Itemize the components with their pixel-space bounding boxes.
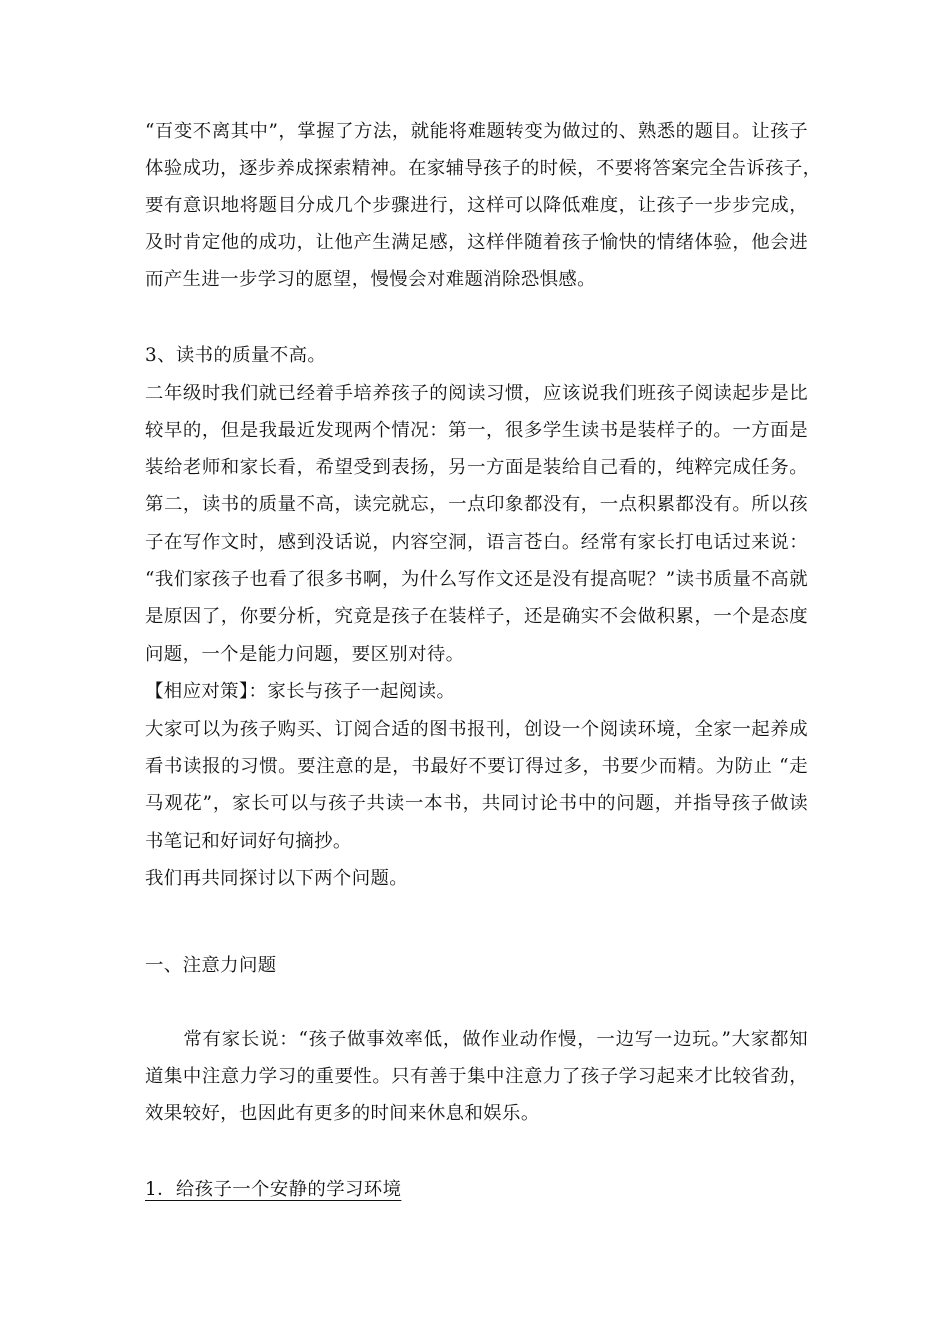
paragraph-2-line-5: 子在写作文时，感到没话说，内容空洞，语言苍白。经常有家长打电话过来说： (145, 532, 808, 553)
paragraph-1-line-1: “百变不离其中”，掌握了方法，就能将难题转变为做过的、熟悉的题目。让孩子 (145, 121, 808, 142)
paragraph-3-line-1: 大家可以为孩子购买、订阅合适的图书报刊，创设一个阅读环境，全家一起养成 (145, 719, 808, 740)
paragraph-1-line-5: 而产生进一步学习的愿望，慢慢会对难题消除恐惧感。 (145, 269, 596, 290)
paragraph-4-line-1: 常有家长说：“孩子做事效率低，做作业动作慢，一边写一边玩。”大家都知 (145, 1029, 808, 1050)
section-one-heading: 一、注意力问题 (145, 955, 277, 976)
paragraph-2-line-7: 是原因了，你要分析，究竟是孩子在装样子，还是确实不会做积累，一个是态度 (145, 606, 808, 627)
paragraph-1-line-3: 要有意识地将题目分成几个步骤进行，这样可以降低难度，让孩子一步步完成， (145, 195, 808, 216)
paragraph-2-line-8: 问题，一个是能力问题，要区别对待。 (145, 644, 465, 665)
document-page (145, 0, 822, 1344)
paragraph-3-line-2: 看书读报的习惯。要注意的是，书最好不要订得过多，书要少而精。为防止 “走 (145, 756, 808, 777)
transition-line: 我们再共同探讨以下两个问题。 (145, 868, 409, 889)
subheading-1-wrapper (145, 1178, 808, 1202)
paragraph-4-line-3: 效果较好，也因此有更多的时间来休息和娱乐。 (145, 1103, 540, 1124)
paragraph-3-line-4: 书笔记和好词好句摘抄。 (145, 831, 352, 852)
paragraph-2-line-1: 二年级时我们就已经着手培养孩子的阅读习惯，应该说我们班孩子阅读起步是比 (145, 383, 808, 404)
paragraph-2-line-6: “我们家孩子也看了很多书啊，为什么写作文还是没有提高呢？”读书质量不高就 (145, 569, 808, 590)
paragraph-2-line-4: 第二，读书的质量不高，读完就忘，一点印象都没有，一点积累都没有。所以孩 (145, 494, 808, 515)
paragraph-1-line-2: 体验成功，逐步养成探索精神。在家辅导孩子的时候，不要将答案完全告诉孩子， (145, 158, 822, 179)
paragraph-3-line-3: 马观花”，家长可以与孩子共读一本书，共同讨论书中的问题，并指导孩子做读 (145, 793, 808, 814)
section-3-heading: 3、读书的质量不高。 (145, 345, 327, 366)
paragraph-2-line-2: 较早的，但是我最近发现两个情况：第一，很多学生读书是装样子的。一方面是 (145, 420, 808, 441)
paragraph-1-line-4: 及时肯定他的成功，让他产生满足感，这样伴随着孩子愉快的情绪体验，他会进 (145, 232, 808, 253)
paragraph-2-line-3: 装给老师和家长看，希望受到表扬，另一方面是装给自己看的，纯粹完成任务。 (145, 457, 808, 478)
countermeasure-line: 【相应对策】：家长与孩子一起阅读。 (145, 681, 456, 702)
paragraph-4-line-2: 道集中注意力学习的重要性。只有善于集中注意力了孩子学习起来才比较省劲， (145, 1066, 808, 1087)
subheading-1: 1．给孩子一个安静的学习环境 (145, 1179, 402, 1200)
